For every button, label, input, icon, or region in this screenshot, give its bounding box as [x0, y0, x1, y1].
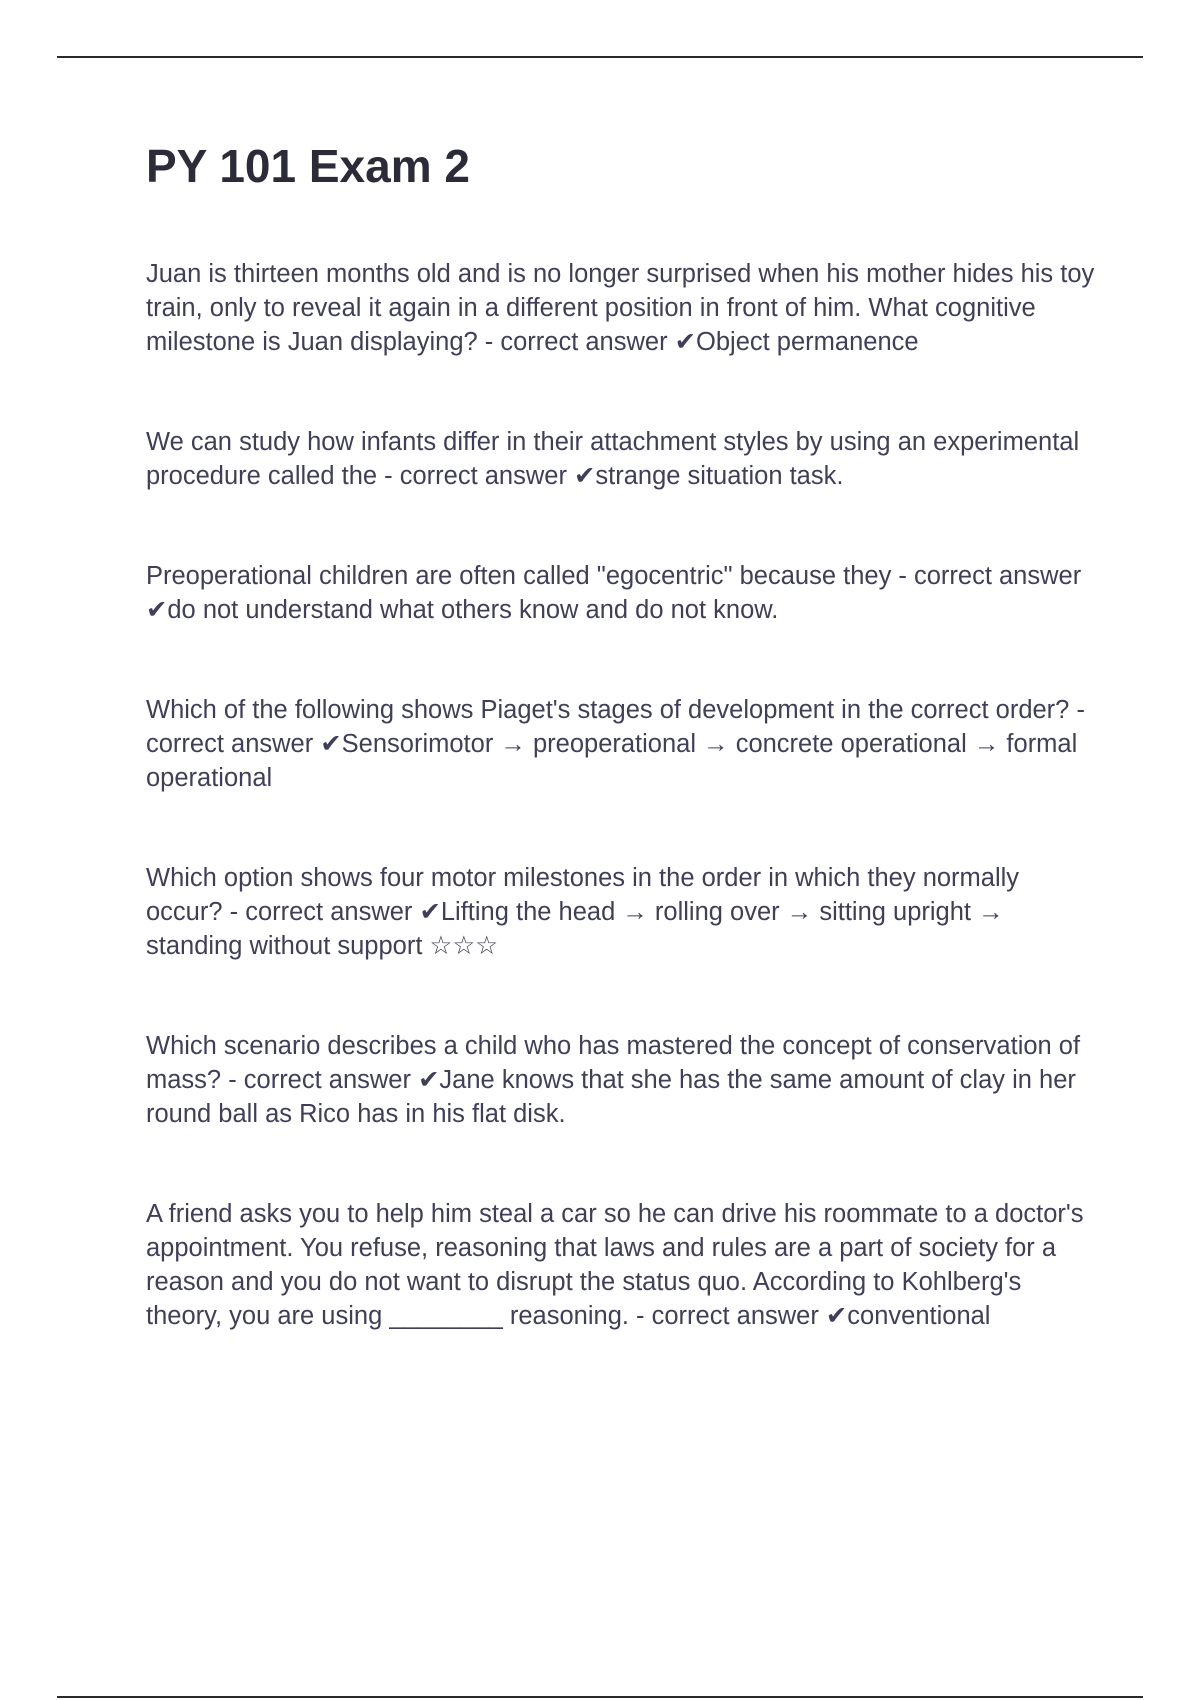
- page-title: PY 101 Exam 2: [146, 140, 470, 192]
- document-page: [146, 140, 1096, 1333]
- question-answer-6: Which scenario describes a child who has mastered the concept of conservation of mass? - correct answer ✔Jane knows that she has the same amount of clay in her round ball as Rico has in his flat disk.: [146, 1031, 1081, 1128]
- question-answer-7: A friend asks you to help him steal a car so he can drive his roommate to a doctor's appointment. You refuse, reasoning that laws and rules are a part of society for a reason and you do not want to disrupt the status quo. According to Kohlberg's theory, you are using ________ reasoning. - correct answer ✔conventional: [146, 1199, 1084, 1330]
- bottom-divider: [57, 1696, 1143, 1698]
- question-answer-1: Juan is thirteen months old and is no longer surprised when his mother hides his toy train, only to reveal it again in a different position in front of him. What cognitive milestone is Juan displaying? - correct answer ✔Object permanence: [146, 259, 1095, 356]
- top-divider: [57, 56, 1143, 58]
- question-answer-4: Which of the following shows Piaget's stages of development in the correct order? - correct answer ✔Sensorimotor → preoperational → concrete operational → formal operational: [146, 695, 1085, 792]
- question-answer-5: Which option shows four motor milestones in the order in which they normally occur? - correct answer ✔Lifting the head → rolling over → sitting upright → standing without support ☆☆☆: [146, 863, 1020, 960]
- question-answer-2: We can study how infants differ in their attachment styles by using an experimental procedure called the - correct answer ✔strange situation task.: [146, 427, 1080, 490]
- question-answer-3: Preoperational children are often called "egocentric" because they - correct answer ✔do not understand what others know and do not know.: [146, 561, 1082, 624]
